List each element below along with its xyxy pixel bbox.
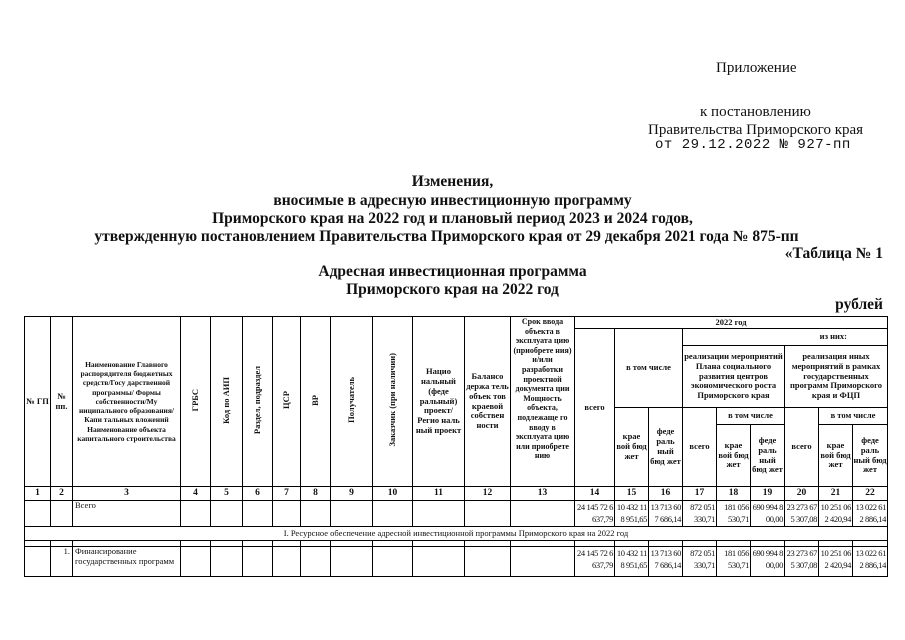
investment-table [24,316,888,577]
program-title-1: Адресная инвестиционная программа [318,263,587,280]
item-value: 24 145 72 6 637,79 [575,547,615,577]
table-row [25,547,888,577]
header-of-which: из них: [683,329,888,346]
item-value: 872 051 330,71 [683,547,717,577]
header-year: 2022 год [575,317,888,329]
appendix-label: Приложение [716,60,797,76]
header-commissioning: Срок ввода объекта в эксплуата цию (приобрете ния) и/или разработки проектной документа ции Мощность объекта, подлежаще го вводу в эксплуата цию или приобрете нию [511,317,575,487]
column-number: 15 [615,487,649,501]
table-label: «Таблица № 1 [784,245,883,262]
header-grbs: ГРБС [181,317,211,487]
column-number: 10 [373,487,413,501]
total-value: 181 056 530,71 [717,501,751,527]
total-value: 23 273 67 5 307,08 [785,501,819,527]
column-number: 6 [243,487,273,501]
total-value: 10 432 11 8 951,65 [615,501,649,527]
header-regional-3: крае вой бюд жет [819,425,853,487]
header-name: Наименование Главного распорядителя бюджетных средств/Госу дарственной программы/ Формы собственности/Му ниципального образования/Капи тальных вложений Наименование объекта капитального строительства [73,317,181,487]
header-plan-incl: в том числе [717,408,785,425]
column-number: 4 [181,487,211,501]
header-balance-holder: Балансо держа тель объек тов краевой собствен ности [465,317,511,487]
table-row [25,501,888,527]
total-value: 13 022 61 2 886,14 [853,501,888,527]
total-label: Всего [73,501,181,527]
item-label: Финансирование государственных программ [73,547,181,577]
title-line-3: Приморского края на 2022 год и плановый период 2023 и 2024 годов, [212,210,693,227]
column-number: 20 [785,487,819,501]
column-number: 1 [25,487,51,501]
title-line-4: утвержденную постановлением Правительства Приморского края от 29 декабря 2021 года № 875-пп [94,228,799,245]
column-number-row [25,487,888,501]
total-value: 13 713 60 7 686,14 [649,501,683,527]
header-plan: реализации мероприятий Плана социального развития центров экономического роста Приморского края [683,346,785,408]
item-value: 10 432 11 8 951,65 [615,547,649,577]
program-title-2: Приморского края на 2022 год [346,281,559,298]
header-fcp-total: всего [785,408,819,487]
column-number: 13 [511,487,575,501]
header-fcp: реализация иных мероприятий в рамках государственных программ Приморского края и ФЦП [785,346,888,408]
section-row: I. Ресурсное обеспечение адресной инвестиционной программы Приморского края на 2022 год [25,527,888,541]
column-number: 7 [273,487,301,501]
header-customer: Заказчик (при наличии) [373,317,413,487]
item-value: 10 251 06 2 420,94 [819,547,853,577]
header-csr: ЦСР [273,317,301,487]
column-number: 5 [211,487,243,501]
header-plan-total: всего [683,408,717,487]
column-number: 11 [413,487,465,501]
item-value: 23 273 67 5 307,08 [785,547,819,577]
header-recipient: Получатель [331,317,373,487]
header-federal-3: феде раль ный бюд жет [853,425,888,487]
header-fcp-incl: в том числе [819,408,888,425]
header-gp-number: № ГП [25,317,51,487]
header-total: всего [575,329,615,487]
title-line-2: вносимые в адресную инвестиционную программу [273,192,632,209]
government-label: Правительства Приморского края [648,122,864,138]
header-section: Раздел, подраздел [243,317,273,487]
column-number: 19 [751,487,785,501]
column-number: 14 [575,487,615,501]
header-aip-code: Код по АИП [211,317,243,487]
column-number: 21 [819,487,853,501]
item-value: 181 056 530,71 [717,547,751,577]
title-line-1: Изменения, [411,173,494,190]
header-incl: в том числе [615,329,683,408]
header-regional-2: крае вой бюд жет [717,425,751,487]
column-number: 2 [51,487,73,501]
column-number: 22 [853,487,888,501]
header-federal-1: феде раль ный бюд жет [649,408,683,487]
total-value: 690 994 8 00,00 [751,501,785,527]
resolution-stamp: от 29.12.2022 № 927-пп [655,137,851,153]
header-national-project: Нацио нальный (феде ральный) проект/ Регио наль ный проект [413,317,465,487]
units-label: рублей [835,296,883,313]
column-number: 18 [717,487,751,501]
item-value: 13 022 61 2 886,14 [853,547,888,577]
column-number: 3 [73,487,181,501]
header-vr: ВР [301,317,331,487]
total-value: 10 251 06 2 420,94 [819,501,853,527]
column-number: 17 [683,487,717,501]
column-number: 12 [465,487,511,501]
item-value: 690 994 8 00,00 [751,547,785,577]
total-value: 24 145 72 6 637,79 [575,501,615,527]
header-row-number: № пп. [51,317,73,487]
item-value: 13 713 60 7 686,14 [649,547,683,577]
column-number: 16 [649,487,683,501]
column-number: 8 [301,487,331,501]
item-number: 1. [51,547,73,577]
column-number: 9 [331,487,373,501]
header-federal-2: феде раль ный бюд жет [751,425,785,487]
total-value: 872 051 330,71 [683,501,717,527]
header-regional-1: крае вой бюд жет [615,408,649,487]
to-resolution-label: к постановлению [700,104,811,120]
